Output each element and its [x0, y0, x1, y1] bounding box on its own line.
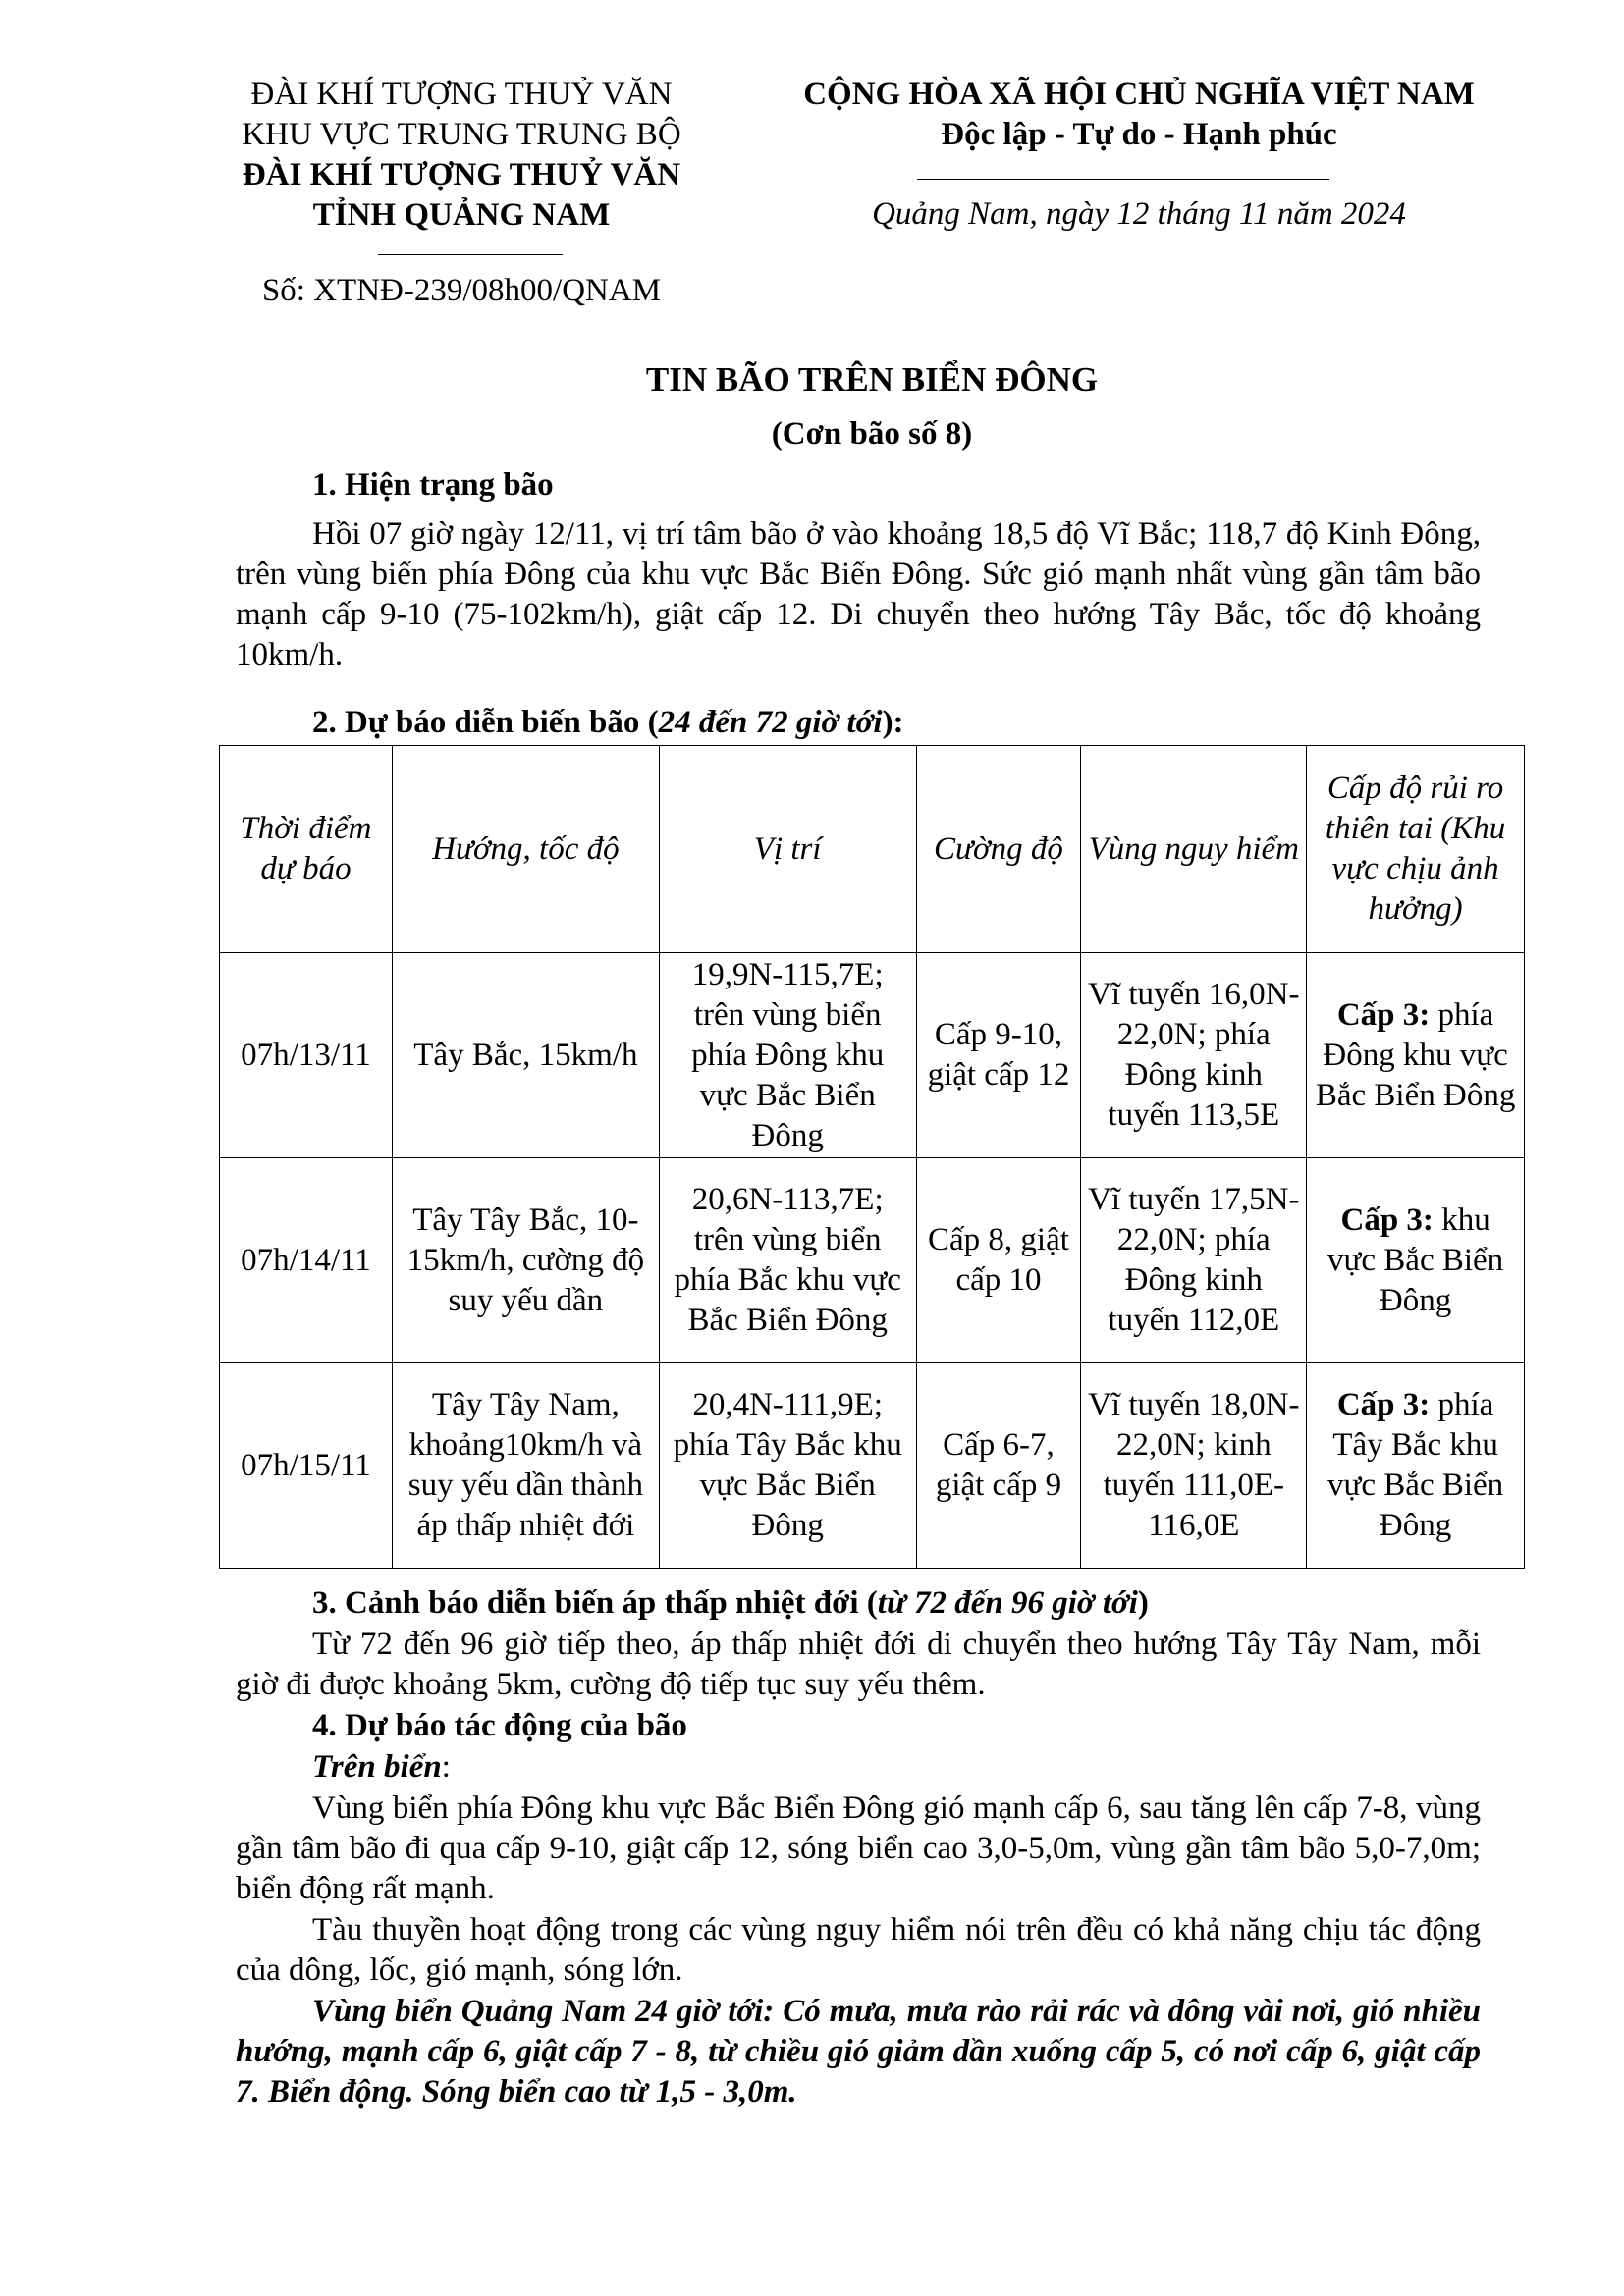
- agency-line-3: ĐÀI KHÍ TƯỢNG THUỶ VĂN: [242, 157, 681, 192]
- cell-danger-zone: Vĩ tuyến 17,5N-22,0N; phía Đông kinh tuyến 112,0E: [1081, 1158, 1307, 1363]
- column-header: Hướng, tốc độ: [392, 746, 659, 953]
- cell-danger-zone: Vĩ tuyến 16,0N-22,0N; phía Đông kinh tuyến 113,5E: [1081, 953, 1307, 1158]
- section-2-heading-end: ):: [882, 705, 904, 740]
- national-title: CỘNG HÒA XÃ HỘI CHỦ NGHĨA VIỆT NAM: [803, 77, 1475, 112]
- column-header: Cấp độ rủi ro thiên tai (Khu vực chịu ảnh hưởng): [1307, 746, 1525, 953]
- forecast-table: [219, 745, 1525, 1569]
- cell-position: 20,4N-111,9E; phía Tây Bắc khu vực Bắc Biển Đông: [659, 1363, 916, 1569]
- cell-intensity: Cấp 9-10, giật cấp 12: [916, 953, 1081, 1158]
- section-2-heading-text: 2. Dự báo diễn biến bão (: [312, 705, 659, 740]
- section-2-heading-italic: 24 đến 72 giờ tới: [658, 705, 883, 740]
- section-3-heading-italic: từ 72 đến 96 giờ tới: [877, 1585, 1138, 1621]
- risk-area: phía Đông khu vực Bắc Biển Đông: [1315, 996, 1516, 1113]
- cell-time: 07h/14/11: [220, 1158, 393, 1363]
- table-row: [220, 1363, 1525, 1569]
- risk-area: phía Tây Bắc khu vực Bắc Biển Đông: [1327, 1387, 1504, 1543]
- table-header-row: [220, 746, 1525, 953]
- column-header: Thời điểm dự báo: [220, 746, 393, 953]
- agency-divider: [378, 254, 563, 255]
- cell-danger-zone: Vĩ tuyến 18,0N-22,0N; kinh tuyến 111,0E-116,0E: [1081, 1363, 1307, 1569]
- section-4-para-1: [236, 1789, 1481, 1909]
- section-2-heading: [312, 703, 904, 743]
- table-row: [220, 1158, 1525, 1363]
- cell-time: 07h/15/11: [220, 1363, 393, 1569]
- section-3-heading-text: 3. Cảnh báo diễn biến áp thấp nhiệt đới (: [312, 1585, 878, 1621]
- cell-position: 20,6N-113,7E; trên vùng biển phía Bắc khu vực Bắc Biển Đông: [659, 1158, 916, 1363]
- section-1-heading: 1. Hiện trạng bão: [312, 467, 554, 503]
- cell-direction: Tây Bắc, 15km/h: [392, 953, 659, 1158]
- section-3-body: [236, 1625, 1481, 1705]
- section-4-heading: 4. Dự báo tác động của bão: [312, 1708, 687, 1743]
- section-4-text-1: Vùng biển phía Đông khu vực Bắc Biển Đông gió mạnh cấp 6, sau tăng lên cấp 7-8, vùng gần tâm bão đi qua cấp 9-10, giật cấp 12, sóng biển cao 3,0-5,0m, vùng gần tâm bão 5,0-7,0m; biển động rất mạnh.: [236, 1790, 1481, 1906]
- section-3-heading: [312, 1583, 1149, 1624]
- cell-risk: [1307, 1158, 1525, 1363]
- risk-level: Cấp 3:: [1340, 1201, 1434, 1238]
- sea-subheading: Trên biển: [312, 1749, 442, 1785]
- date-line: Quảng Nam, ngày 12 tháng 11 năm 2024: [872, 196, 1406, 232]
- national-motto: Độc lập - Tự do - Hạnh phúc: [941, 117, 1337, 152]
- cell-position: 19,9N-115,7E; trên vùng biển phía Đông khu vực Bắc Biển Đông: [659, 953, 916, 1158]
- column-header: Vị trí: [659, 746, 916, 953]
- risk-level: Cấp 3:: [1336, 1387, 1431, 1422]
- section-3-text: Từ 72 đến 96 giờ tiếp theo, áp thấp nhiệt đới di chuyển theo hướng Tây Tây Nam, mỗi giờ đi được khoảng 5km, cường độ tiếp tục suy yếu thêm.: [236, 1627, 1481, 1702]
- national-header: [727, 75, 1551, 155]
- risk-area: khu vực Bắc Biển Đông: [1327, 1201, 1504, 1318]
- agency-line-2: KHU VỰC TRUNG TRUNG BỘ: [242, 117, 681, 152]
- cell-risk: [1307, 1363, 1525, 1569]
- agency-header: [206, 75, 717, 236]
- section-4-text-2: Tàu thuyền hoạt động trong các vùng nguy hiểm nói trên đều có khả năng chịu tác động của dông, lốc, gió mạnh, sóng lớn.: [236, 1912, 1481, 1988]
- cell-risk: [1307, 953, 1525, 1158]
- table-row: [220, 953, 1525, 1158]
- cell-intensity: Cấp 8, giật cấp 10: [916, 1158, 1081, 1363]
- document-title: TIN BÃO TRÊN BIỂN ĐÔNG: [645, 360, 1099, 399]
- section-4-text-3: Vùng biển Quảng Nam 24 giờ tới: Có mưa, mưa rào rải rác và dông vài nơi, gió nhiều hướng, mạnh cấp 6, giật cấp 7 - 8, từ chiều gió giảm dần xuống cấp 5, có nơi cấp 6, giật cấp 7. Biển động. Sóng biển cao từ 1,5 - 3,0m.: [236, 1994, 1481, 2109]
- sea-subheading-colon: :: [441, 1749, 451, 1785]
- section-1-body: [236, 514, 1481, 675]
- agency-line-1: ĐÀI KHÍ TƯỢNG THUỶ VĂN: [250, 77, 673, 112]
- column-header: Vùng nguy hiểm: [1081, 746, 1307, 953]
- section-4-subheading: [312, 1747, 451, 1788]
- document-number: Số: XTNĐ-239/08h00/QNAM: [261, 273, 662, 308]
- risk-level: Cấp 3:: [1336, 996, 1431, 1033]
- cell-time: 07h/13/11: [220, 953, 393, 1158]
- section-4-para-3: [236, 1992, 1481, 2112]
- agency-line-4: TỈNH QUẢNG NAM: [312, 197, 611, 233]
- cell-direction: Tây Tây Nam, khoảng10km/h và suy yếu dần thành áp thấp nhiệt đới: [392, 1363, 659, 1569]
- column-header: Cường độ: [916, 746, 1081, 953]
- section-3-heading-end: ): [1137, 1585, 1149, 1621]
- section-1-text: Hồi 07 giờ ngày 12/11, vị trí tâm bão ở vào khoảng 18,5 độ Vĩ Bắc; 118,7 độ Kinh Đông, trên vùng biển phía Đông của khu vực Bắc Biển Đông. Sức gió mạnh nhất vùng gần tâm bão mạnh cấp 9-10 (75-102km/h), giật cấp 12. Di chuyển theo hướng Tây Bắc, tốc độ khoảng 10km/h.: [236, 516, 1481, 672]
- document-subtitle: (Cơn bão số 8): [771, 416, 973, 452]
- cell-direction: Tây Tây Bắc, 10-15km/h, cường độ suy yếu dần: [392, 1158, 659, 1363]
- cell-intensity: Cấp 6-7, giật cấp 9: [916, 1363, 1081, 1569]
- section-4-para-2: [236, 1910, 1481, 1991]
- motto-divider: [917, 179, 1329, 180]
